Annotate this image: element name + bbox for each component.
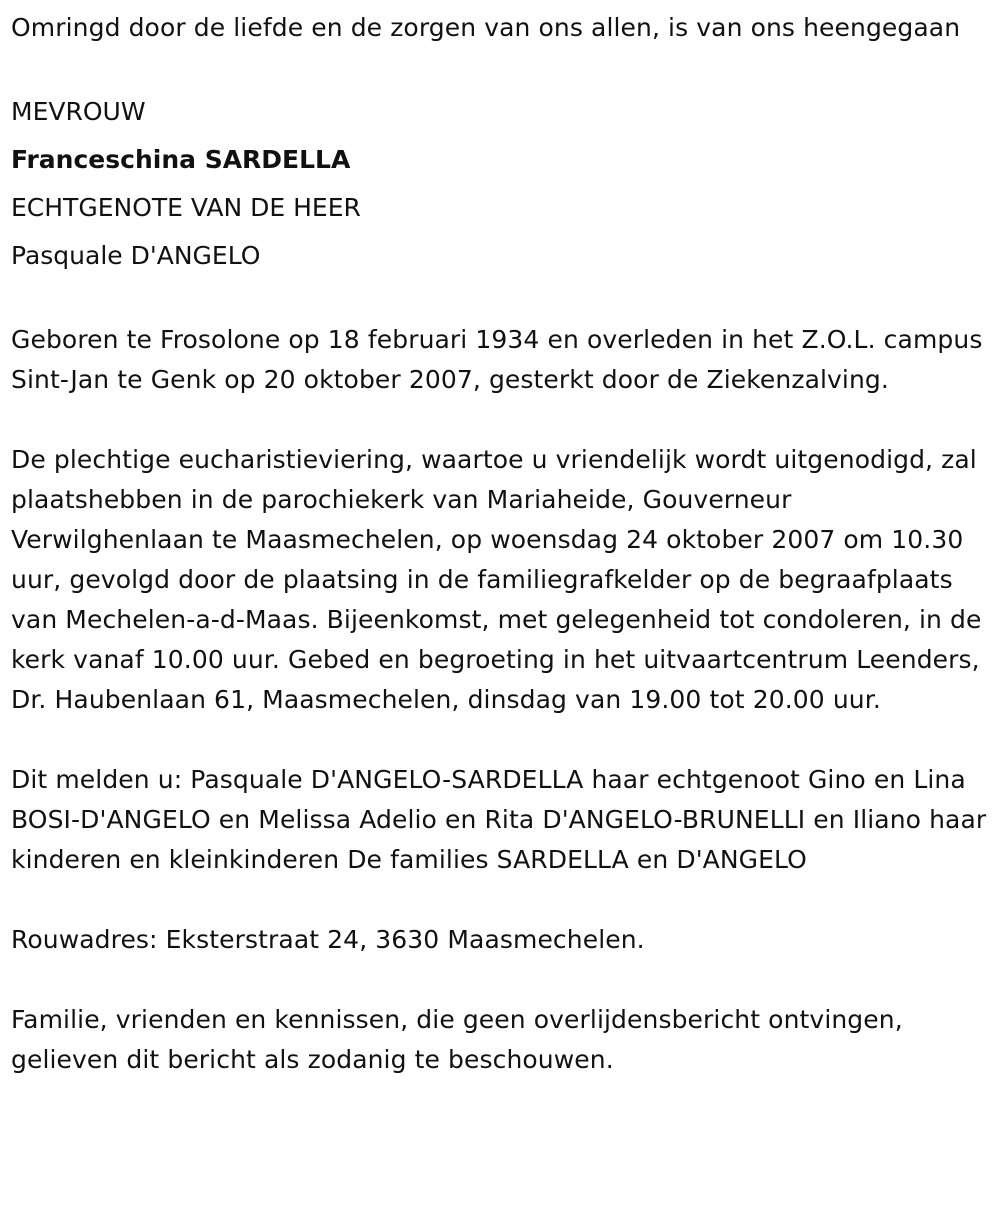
spacer: [11, 400, 992, 440]
name-block: [11, 88, 992, 280]
address-line: Rouwadres: Eksterstraat 24, 3630 Maasmechelen.: [11, 925, 645, 954]
spacer: [11, 880, 992, 920]
intro-text: Omringd door de liefde en de zorgen van ons allen, is van ons heengegaan: [11, 13, 961, 42]
spacer: [11, 280, 992, 320]
spacer: [11, 720, 992, 760]
spacer: [11, 48, 992, 88]
deceased-name: Franceschina SARDELLA: [11, 145, 351, 174]
relation-text: ECHTGENOTE VAN DE HEER: [11, 193, 361, 222]
closing-paragraph: Familie, vrienden en kennissen, die geen overlijdensbericht ontvingen, gelieven dit bericht als zodanig te beschouwen.: [11, 1005, 903, 1074]
birth-death-paragraph: Geboren te Frosolone op 18 februari 1934 en overleden in het Z.O.L. campus Sint-Jan te Genk op 20 oktober 2007, gesterkt door de Ziekenzalving.: [11, 325, 983, 394]
announcement-paragraph: Dit melden u: Pasquale D'ANGELO-SARDELLA haar echtgenoot Gino en Lina BOSI-D'ANGELO en Melissa Adelio en Rita D'ANGELO-BRUNELLI en Iliano haar kinderen en kleinkinderen De families SARDELLA en D'ANGELO: [11, 765, 987, 874]
title-prefix: MEVROUW: [11, 97, 146, 126]
spacer: [11, 960, 992, 1000]
ceremony-paragraph: De plechtige eucharistieviering, waartoe u vriendelijk wordt uitgenodigd, zal plaatshebben in de parochiekerk van Mariaheide, Gouverneur Verwilghenlaan te Maasmechelen, op woensdag 24 oktober 2007 om 10.30 uur, gevolgd door de plaatsing in de familiegrafkelder op de begraafplaats van Mechelen-a-d-Maas. Bijeenkomst, met gelegenheid tot condoleren, in de kerk vanaf 10.00 uur. Gebed en begroeting in het uitvaartcentrum Leenders, Dr. Haubenlaan 61, Maasmechelen, dinsdag van 19.00 tot 20.00 uur.: [11, 445, 982, 714]
spouse-name: Pasquale D'ANGELO: [11, 241, 261, 270]
